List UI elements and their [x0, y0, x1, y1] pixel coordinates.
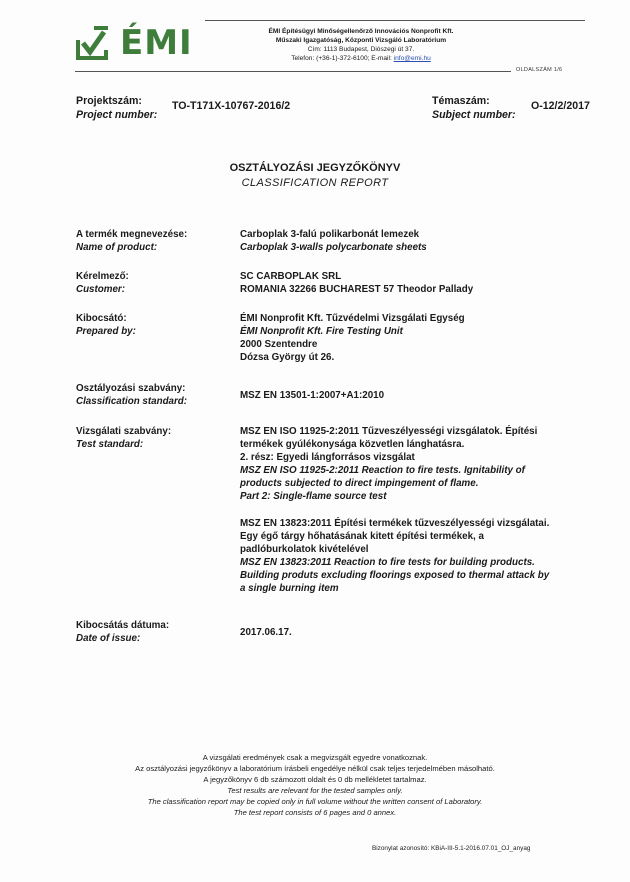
test-standard-a-line: 2. rész: Egyedi lángforrásos vizsgálat: [240, 452, 415, 463]
test-standard-b-line: Building produts excluding floorings exposed to thermal attack by: [240, 570, 550, 581]
org-email-link[interactable]: info@emi.hu: [393, 55, 431, 62]
classification-label: [76, 382, 187, 408]
certificate-id: Bizonylat azonosító: KBiA-III-5.1-2016.07.01_OJ_anyag: [372, 845, 531, 852]
prepared-line-3: 2000 Szentendre: [240, 339, 318, 350]
logo-text: ÉMI: [120, 23, 193, 63]
test-standard-a-line: termékek gyúlékonysága közvetlen lánghatásra.: [240, 439, 465, 450]
test-standard-label-hu: Vizsgálati szabvány:: [76, 426, 172, 437]
report-title: [0, 161, 630, 191]
prepared-value: [240, 312, 575, 364]
test-standard-a-line: Part 2: Single-flame source test: [240, 491, 387, 502]
org-contact: [236, 54, 486, 63]
prepared-label: [76, 312, 136, 338]
prepared-label-en: Prepared by:: [76, 326, 136, 337]
issue-label-en: Date of issue:: [76, 633, 141, 644]
product-value: [240, 228, 575, 254]
product-label: [76, 228, 187, 254]
test-standard-a-line: MSZ EN ISO 11925-2:2011 Reaction to fire tests. Ignitability of: [240, 465, 525, 476]
page-number: OLDALSZÁM 1/6: [516, 67, 563, 73]
prepared-line-2: ÉMI Nonprofit Kft. Fire Testing Unit: [240, 326, 403, 337]
customer-label-en: Customer:: [76, 284, 125, 295]
footer-notes: [0, 752, 630, 818]
emi-logo: [76, 20, 193, 63]
footer-line: A vizsgálati eredmények csak a megvizsgált egyedre vonatkoznak.: [202, 753, 428, 762]
footer-line: The test report consists of 6 pages and 0 annex.: [233, 808, 397, 817]
test-standard-b: [240, 517, 575, 595]
product-label-en: Name of product:: [76, 242, 158, 253]
footer-line: Az osztályozási jegyzőkönyv a laboratórium írásbeli engedélye nélkül csak teljes terjedelmében másolható.: [135, 764, 495, 773]
product-name-hu: Carboplak 3-falú polikarbonát lemezek: [240, 229, 420, 240]
subject-label: [432, 94, 516, 122]
org-dept: Műszaki Igazgatóság, Központi Vizsgáló Laboratórium: [275, 37, 447, 44]
classification-value: MSZ EN 13501-1:2007+A1:2010: [240, 390, 385, 401]
project-label: [76, 94, 157, 122]
product-label-hu: A termék megnevezése:: [76, 229, 188, 240]
subject-label-en: Subject number:: [432, 109, 516, 121]
test-standard-b-line: MSZ EN 13823:2011 Építési termékek tűzveszélyességi vizsgálatai.: [240, 518, 550, 529]
test-standard-a-line: MSZ EN ISO 11925-2:2011 Tűzveszélyességi vizsgálatok. Építési: [240, 426, 538, 437]
check-mark-icon: [76, 26, 116, 60]
report-title-hu: OSZTÁLYOZÁSI JEGYZŐKÖNYV: [229, 162, 401, 174]
issue-date: 2017.06.17.: [240, 627, 292, 638]
subject-label-hu: Témaszám:: [432, 95, 490, 107]
subject-number: O-12/2/2017: [531, 100, 590, 112]
test-standard-label-en: Test standard:: [76, 439, 144, 450]
test-standard-b-line: padlóburkolatok kivételével: [240, 544, 369, 555]
project-label-en: Project number:: [76, 109, 158, 121]
issue-label-hu: Kibocsátás dátuma:: [76, 620, 170, 631]
customer-label-hu: Kérelmező:: [76, 271, 129, 282]
footer-line: Test results are relevant for the tested samples only.: [227, 786, 403, 795]
prepared-line-1: ÉMI Nonprofit Kft. Tűzvédelmi Vizsgálati Egység: [240, 313, 465, 324]
org-address: Cím: 1113 Budapest, Diószegi út 37.: [307, 46, 415, 53]
test-standard-b-line: MSZ EN 13823:2011 Reaction to fire tests for building products.: [240, 557, 535, 568]
test-standard-a-line: products subjected to direct impingement of flame.: [240, 478, 479, 489]
customer-value: [240, 270, 575, 296]
prepared-line-4: Dózsa György út 26.: [240, 352, 335, 363]
project-number: TO-T171X-10767-2016/2: [172, 100, 291, 112]
header-rule-top: [205, 20, 585, 21]
org-name: ÉMI Építésügyi Minőségellenőrző Innovációs Nonprofit Kft.: [268, 28, 454, 35]
test-standard-label: [76, 425, 171, 451]
product-name-en: Carboplak 3-walls polycarbonate sheets: [240, 242, 427, 253]
customer-name: SC CARBOPLAK SRL: [240, 271, 342, 282]
customer-address: ROMANIA 32266 BUCHAREST 57 Theodor Pallady: [240, 284, 474, 295]
test-standard-a: [240, 425, 575, 503]
customer-label: [76, 270, 129, 296]
org-block: [236, 27, 486, 63]
footer-line: The classification report may be copied only in full volume without the written consent of Laboratory.: [147, 797, 483, 806]
org-phone: Telefon: (+36-1)-372-6100; E-mail:: [291, 55, 392, 62]
header-rule-bottom: [75, 71, 511, 72]
footer-line: A jegyzőkönyv 6 db számozott oldalt és 0 db mellékletet tartalmaz.: [203, 775, 427, 784]
classification-label-hu: Osztályozási szabvány:: [76, 383, 186, 394]
test-standard-b-line: a single burning item: [240, 583, 339, 594]
report-title-en: CLASSIFICATION REPORT: [241, 177, 389, 189]
classification-label-en: Classification standard:: [76, 396, 188, 407]
prepared-label-hu: Kibocsátó:: [76, 313, 127, 324]
test-standard-b-line: Egy égő tárgy hőhatásának kitett építési termékek, a: [240, 531, 484, 542]
issue-label: [76, 619, 169, 645]
project-label-hu: Projektszám:: [76, 95, 142, 107]
